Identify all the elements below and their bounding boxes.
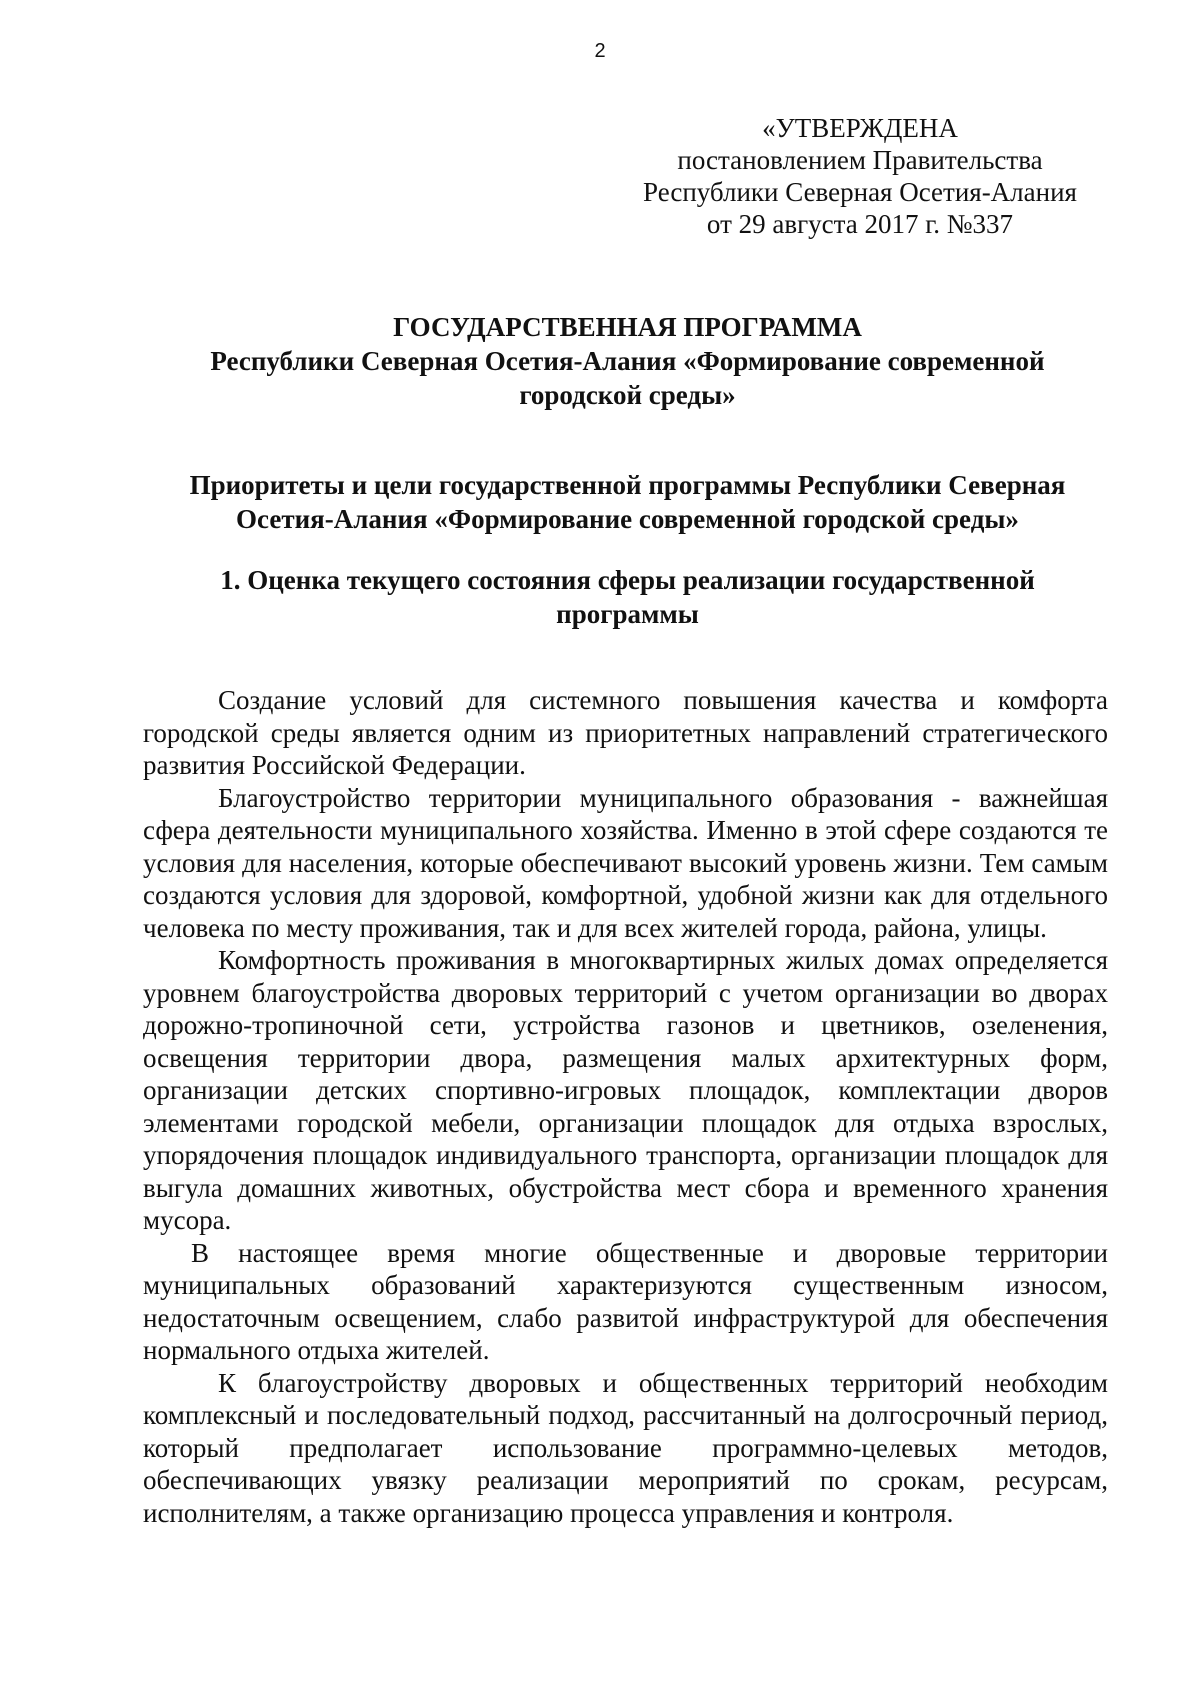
paragraph: Создание условий для системного повышения качества и комфорта городской среды является одним из приоритетных направлений стратегического развития Российской Федерации. bbox=[143, 685, 1108, 780]
paragraph: Комфортность проживания в многоквартирных жилых домах определяется уровнем благоустройства дворовых территорий с учетом организации во дворах дорожно-тропиночной сети, устройства газонов и цветников, озеленения, освещения территории двора, размещения малых архитектурных форм, организации детских спортивно-игровых площадок, комплектации дворов элементами городской мебели, организации площадок для отдыха взрослых, упорядочения площадок индивидуального транспорта, организации площадок для выгула домашних животных, обустройства мест сбора и временного хранения мусора. bbox=[143, 945, 1108, 1235]
approval-line-date: от 29 августа 2017 г. №337 bbox=[706, 209, 1014, 239]
section-heading: 1. Оценка текущего состояния сферы реализации государственной программы bbox=[220, 565, 1035, 629]
approval-line-republic: Республики Северная Осетия-Алания bbox=[643, 177, 1077, 207]
page-number: 2 bbox=[594, 40, 606, 62]
paragraph: В настоящее время многие общественные и дворовые территории муниципальных образований характеризуются существенным износом, недостаточным освещением, слабо развитой инфраструктурой для обеспечения нормального отдыха жителей. bbox=[143, 1237, 1108, 1365]
body-text bbox=[143, 684, 1108, 1529]
program-title-heading: ГОСУДАРСТВЕННАЯ ПРОГРАММА bbox=[393, 312, 862, 342]
approval-stamp bbox=[600, 112, 1120, 240]
paragraph: К благоустройству дворовых и общественных территорий необходим комплексный и последовательный подход, рассчитанный на долгосрочный период, который предполагает использование программно-целевых методов, обеспечивающих увязку реализации мероприятий по срокам, ресурсам, исполнителям, а также организацию процесса управления и контроля. bbox=[143, 1367, 1108, 1528]
priorities-heading: Приоритеты и цели государственной программы Республики Северная Осетия-Алания «Формирование современной городской среды» bbox=[189, 470, 1066, 534]
program-title-name: Республики Северная Осетия-Алания «Формирование современной городской среды» bbox=[210, 346, 1045, 410]
approval-line-resolution: постановлением Правительства bbox=[677, 145, 1043, 175]
program-title bbox=[150, 310, 1105, 412]
paragraph: Благоустройство территории муниципального образования - важнейшая сфера деятельности муниципального хозяйства. Именно в этой сфере создаются те условия для населения, которые обеспечивают высокий уровень жизни. Тем самым создаются условия для здоровой, комфортной, удобной жизни как для отдельного человека по месту проживания, так и для всех жителей города, района, улицы. bbox=[143, 782, 1108, 943]
approval-line-approved: «УТВЕРЖДЕНА bbox=[762, 113, 958, 143]
